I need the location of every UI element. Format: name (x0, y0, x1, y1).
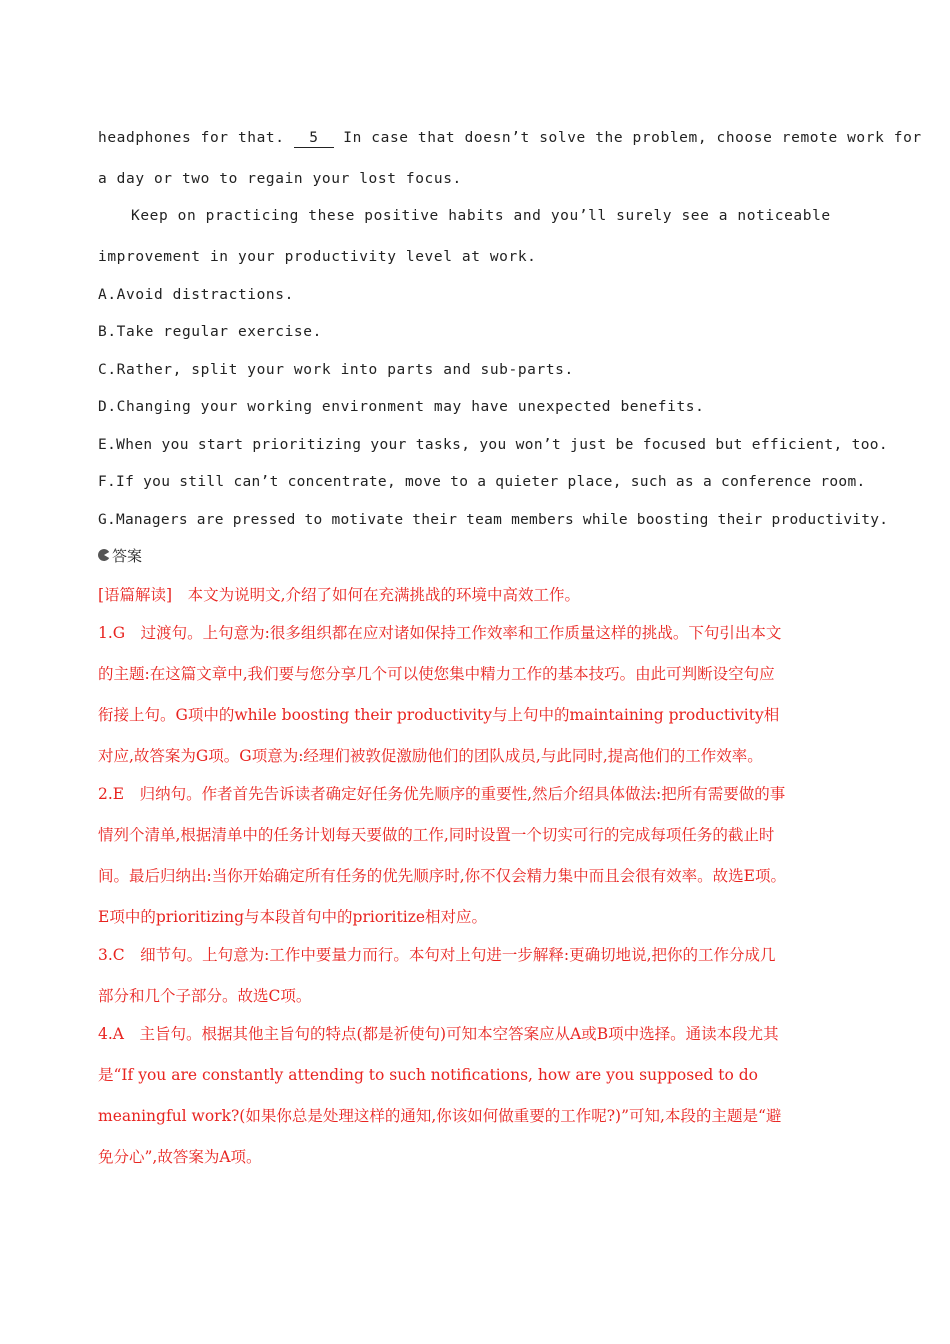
passage-paragraph-line-2: improvement in your productivity level at work. (98, 249, 537, 265)
explanation-q3-line-1: 3.C 细节句。上句意为:工作中要量力而行。本句对上句进一步解释:更确切地说,把你的工作分成几 (98, 946, 776, 964)
option-g: G.Managers are pressed to motivate their team members while boosting their productivity. (98, 512, 889, 528)
passage-summary: [语篇解读] 本文为说明文,介绍了如何在充满挑战的环境中高效工作。 (98, 586, 581, 604)
passage-paragraph-line-1: Keep on practicing these positive habits and you’ll surely see a noticeable (131, 208, 831, 224)
option-b: B.Take regular exercise. (98, 324, 322, 340)
explanation-q1-line-1: 1.G 过渡句。上句意为:很多组织都在应对诸如保持工作效率和工作质量这样的挑战。下句引出本文 (98, 624, 782, 642)
answer-blank-5[interactable]: 5 (294, 129, 334, 148)
explanation-q1-line-4: 对应,故答案为G项。G项意为:经理们被敦促激励他们的团队成员,与此同时,提高他们的工作效率。 (98, 747, 763, 765)
answer-header (98, 544, 142, 566)
explanation-q4-line-1: 4.A 主旨句。根据其他主旨句的特点(都是祈使句)可知本空答案应从A或B项中选择。通读本段尤其 (98, 1025, 779, 1043)
explanation-q2-line-4: E项中的prioritizing与本段首句中的prioritize相对应。 (98, 908, 488, 926)
passage-line-1 (98, 127, 922, 149)
explanation-q4-line-3: meaningful work?(如果你总是处理这样的通知,你该如何做重要的工作呢?)”可知,本段的主题是“避 (98, 1107, 782, 1125)
option-c: C.Rather, split your work into parts and sub-parts. (98, 362, 574, 378)
option-e: E.When you start prioritizing your tasks, you won’t just be focused but efficient, too. (98, 437, 888, 453)
passage-line-2: a day or two to regain your lost focus. (98, 171, 462, 187)
explanation-q4-line-4: 免分心”,故答案为A项。 (98, 1148, 262, 1166)
explanation-q4-line-2: 是“If you are constantly attending to such notifications, how are you supposed to do (98, 1066, 758, 1084)
explanation-q3-line-2: 部分和几个子部分。故选C项。 (98, 987, 312, 1005)
passage-text: In case that doesn’t solve the problem, choose remote work for (343, 130, 922, 146)
option-a: A.Avoid distractions. (98, 287, 294, 303)
explanation-q2-line-1: 2.E 归纳句。作者首先告诉读者确定好任务优先顺序的重要性,然后介绍具体做法:把所有需要做的事 (98, 785, 786, 803)
explanation-q2-line-3: 间。最后归纳出:当你开始确定所有任务的优先顺序时,你不仅会精力集中而且会很有效率。故选E项。 (98, 867, 786, 885)
explanation-q1-line-3: 衔接上句。G项中的while boosting their productivity与上句中的maintaining productivity相 (98, 706, 780, 724)
explanation-q1-line-2: 的主题:在这篇文章中,我们要与您分享几个可以使您集中精力工作的基本技巧。由此可判断设空句应 (98, 665, 775, 683)
option-d: D.Changing your working environment may have unexpected benefits. (98, 399, 705, 415)
explanation-q2-line-2: 情列个清单,根据清单中的任务计划每天要做的工作,同时设置一个切实可行的完成每项任务的截止时 (98, 826, 775, 844)
pacman-answer-icon (98, 549, 110, 561)
option-f: F.If you still can’t concentrate, move to a quieter place, such as a conference room. (98, 474, 866, 490)
passage-text: headphones for that. (98, 130, 285, 146)
answer-label: 答案 (112, 546, 143, 565)
